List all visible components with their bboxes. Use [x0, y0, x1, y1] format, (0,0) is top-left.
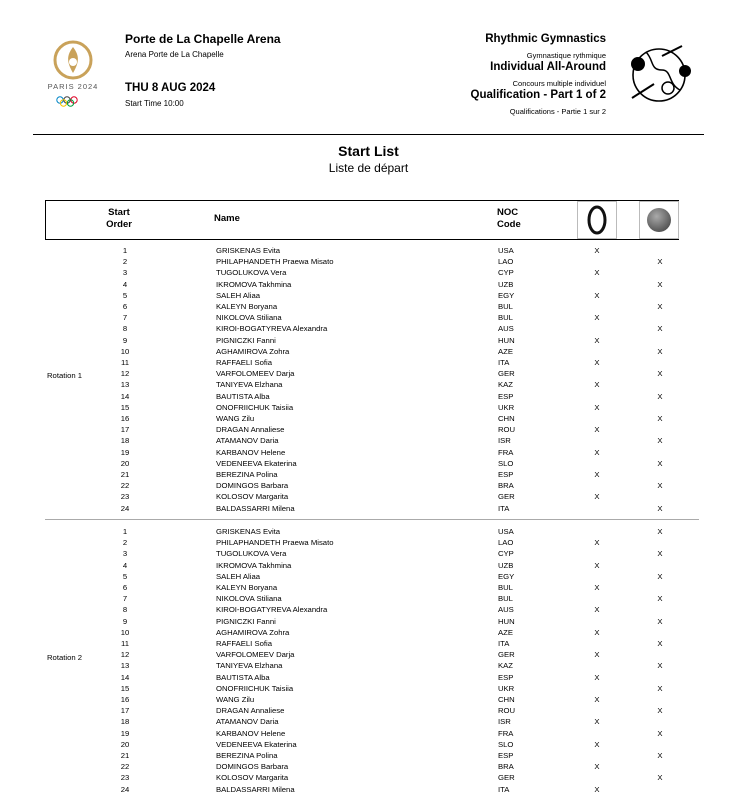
- cell-hoop: X: [594, 717, 600, 727]
- cell-name: BAUTISTA Alba: [216, 672, 270, 682]
- cell-noc: BUL: [498, 313, 513, 323]
- cell-name: NIKOLOVA Stiliana: [216, 594, 282, 604]
- table-row: [0, 649, 737, 660]
- cell-order: 4: [122, 560, 128, 570]
- cell-ball: X: [657, 503, 663, 513]
- cell-order: 13: [120, 380, 130, 390]
- cell-order: 12: [120, 650, 130, 660]
- cell-order: 22: [120, 762, 130, 772]
- cell-noc: GER: [498, 650, 515, 660]
- cell-noc: FRA: [498, 728, 514, 738]
- rotation-1-label: Rotation 1: [47, 371, 83, 380]
- event-name: Individual All-Around: [490, 61, 606, 73]
- table-row: [0, 503, 737, 514]
- cell-hoop: X: [594, 313, 600, 323]
- cell-name: BAUTISTA Alba: [216, 391, 270, 401]
- cell-hoop: X: [594, 650, 600, 660]
- table-row: [0, 750, 737, 761]
- cell-noc: ITA: [498, 358, 510, 367]
- cell-order: 21: [120, 470, 130, 479]
- cell-order: 18: [120, 436, 130, 446]
- cell-order: 16: [120, 695, 130, 704]
- table-row: [0, 683, 737, 694]
- cell-noc: GER: [498, 369, 515, 379]
- col-noc-code: [497, 207, 521, 231]
- cell-name: NIKOLOVA Stiliana: [216, 313, 282, 323]
- cell-name: AGHAMIROVA Zohra: [216, 346, 290, 356]
- table-row: [0, 491, 737, 502]
- cell-order: 14: [120, 672, 130, 682]
- cell-name: VARFOLOMEEV Darja: [216, 650, 295, 660]
- cell-name: BEREZINA Polina: [216, 751, 278, 760]
- cell-noc: UKR: [498, 683, 515, 693]
- cell-noc: UKR: [498, 402, 515, 412]
- cell-order: 18: [120, 717, 130, 727]
- cell-noc: USA: [498, 527, 514, 536]
- cell-noc: ROU: [498, 425, 516, 435]
- table-row: [0, 784, 737, 795]
- cell-hoop: X: [594, 672, 600, 682]
- table-row: [0, 413, 737, 424]
- cell-name: IKROMOVA Takhmina: [216, 560, 292, 570]
- cell-ball: X: [657, 279, 663, 289]
- cell-ball: X: [657, 369, 663, 379]
- cell-name: TANIYEVA Elzhana: [216, 661, 283, 671]
- cell-noc: LAO: [498, 538, 514, 548]
- cell-order: 1: [122, 246, 128, 255]
- start-time: Start Time 10:00: [125, 99, 184, 108]
- table-row: [0, 593, 737, 604]
- logo-text: PARIS 2024: [47, 82, 99, 91]
- cell-hoop: X: [594, 335, 600, 345]
- cell-name: DRAGAN Annaliese: [216, 425, 285, 435]
- table-row: [0, 301, 737, 312]
- cell-name: TANIYEVA Elzhana: [216, 380, 283, 390]
- rotation-2-label: Rotation 2: [47, 653, 83, 662]
- cell-order: 21: [120, 751, 130, 760]
- cell-name: BALDASSARRI Milena: [216, 784, 295, 794]
- cell-ball: X: [657, 639, 663, 648]
- cell-name: SALEH Aliaa: [216, 290, 261, 300]
- cell-order: 14: [120, 391, 130, 401]
- cell-order: 5: [122, 571, 128, 581]
- table-row: [0, 772, 737, 783]
- sport-name-fr: Gymnastique rythmique: [526, 51, 606, 60]
- cell-order: 20: [120, 739, 130, 749]
- phase-name: Qualification - Part 1 of 2: [470, 89, 606, 101]
- cell-noc: ESP: [498, 672, 514, 682]
- cell-noc: ISR: [498, 717, 511, 727]
- col-name: Name: [214, 213, 240, 224]
- table-row: [0, 323, 737, 334]
- table-row: [0, 526, 737, 537]
- cell-name: AGHAMIROVA Zohra: [216, 627, 290, 637]
- cell-name: KARBANOV Helene: [216, 447, 286, 457]
- cell-hoop: X: [594, 695, 600, 704]
- cell-name: PHILAPHANDETH Praewa Misato: [216, 538, 334, 548]
- cell-noc: AZE: [498, 346, 513, 356]
- cell-noc: UZB: [498, 560, 514, 570]
- cell-order: 20: [120, 458, 130, 468]
- cell-name: BALDASSARRI Milena: [216, 503, 295, 513]
- phase-name-fr: Qualifications - Partie 1 sur 2: [509, 107, 606, 116]
- cell-noc: SLO: [498, 739, 514, 749]
- cell-name: VEDENEEVA Ekaterina: [216, 458, 297, 468]
- table-row: [0, 346, 737, 357]
- cell-order: 23: [120, 773, 130, 783]
- paris-2024-logo: [40, 38, 106, 108]
- cell-name: SALEH Aliaa: [216, 571, 261, 581]
- cell-name: VARFOLOMEEV Darja: [216, 369, 295, 379]
- cell-order: 19: [120, 728, 130, 738]
- cell-noc: CHN: [498, 695, 515, 704]
- table-row: [0, 716, 737, 727]
- table-row: [0, 402, 737, 413]
- cell-noc: BRA: [498, 481, 514, 491]
- table-row: [0, 480, 737, 491]
- cell-ball: X: [657, 683, 663, 693]
- event-name-fr: Concours multiple individuel: [512, 79, 606, 88]
- cell-order: 11: [121, 639, 129, 648]
- table-row: [0, 582, 737, 593]
- cell-name: GRISKENAS Evita: [216, 246, 281, 255]
- cell-name: ONOFRIICHUK Taisiia: [216, 683, 294, 693]
- cell-name: DOMINGOS Barbara: [216, 762, 289, 772]
- cell-ball: X: [657, 571, 663, 581]
- cell-ball: X: [657, 728, 663, 738]
- olympic-flame-icon: [40, 38, 106, 108]
- cell-ball: X: [657, 773, 663, 783]
- col-code-label: Code: [497, 219, 521, 230]
- table-row: [0, 447, 737, 458]
- cell-name: RAFFAELI Sofia: [216, 358, 272, 367]
- rotation-separator: [45, 519, 699, 520]
- table-row: [0, 312, 737, 323]
- cell-ball: X: [657, 751, 663, 760]
- cell-noc: GER: [498, 773, 515, 783]
- cell-noc: USA: [498, 246, 514, 255]
- cell-hoop: X: [594, 492, 600, 502]
- cell-hoop: X: [594, 784, 600, 794]
- cell-noc: ESP: [498, 751, 514, 760]
- table-row: [0, 604, 737, 615]
- event-date: THU 8 AUG 2024: [125, 82, 216, 94]
- cell-name: PHILAPHANDETH Praewa Misato: [216, 257, 334, 267]
- cell-hoop: X: [594, 627, 600, 637]
- cell-name: KIROI-BOGATYREVA Alexandra: [216, 605, 328, 615]
- page-title: Start List: [338, 143, 399, 159]
- cell-name: KOLOSOV Margarita: [216, 492, 289, 502]
- table-row: [0, 267, 737, 278]
- cell-hoop: X: [594, 380, 600, 390]
- table-row: [0, 548, 737, 559]
- table-row: [0, 379, 737, 390]
- table-row: [0, 245, 737, 256]
- cell-ball: X: [657, 302, 663, 311]
- cell-order: 1: [122, 527, 128, 536]
- cell-noc: ROU: [498, 706, 516, 716]
- cell-noc: AUS: [498, 324, 514, 334]
- cell-hoop: X: [594, 290, 600, 300]
- cell-order: 19: [120, 447, 130, 457]
- cell-order: 15: [120, 402, 130, 412]
- cell-ball: X: [657, 436, 663, 446]
- cell-noc: ITA: [498, 639, 510, 648]
- cell-noc: KAZ: [498, 380, 513, 390]
- cell-noc: GER: [498, 492, 515, 502]
- table-row: [0, 391, 737, 402]
- cell-order: 5: [122, 290, 128, 300]
- cell-noc: FRA: [498, 447, 514, 457]
- table-row: [0, 616, 737, 627]
- cell-name: VEDENEEVA Ekaterina: [216, 739, 297, 749]
- cell-order: 22: [120, 481, 130, 491]
- cell-ball: X: [657, 324, 663, 334]
- table-row: [0, 335, 737, 346]
- cell-order: 12: [120, 369, 130, 379]
- table-row: [0, 256, 737, 267]
- table-row: [0, 571, 737, 582]
- cell-order: 3: [122, 549, 128, 559]
- col-order-label: Order: [106, 219, 132, 230]
- hoop-icon: [578, 202, 616, 238]
- table-row: [0, 638, 737, 649]
- cell-ball: X: [657, 481, 663, 491]
- cell-noc: LAO: [498, 257, 514, 267]
- cell-order: 24: [120, 784, 130, 794]
- cell-name: WANG Zilu: [216, 414, 255, 423]
- col-start-order: [100, 207, 138, 231]
- cell-noc: KAZ: [498, 661, 513, 671]
- table-row: [0, 537, 737, 548]
- cell-noc: ESP: [498, 470, 514, 479]
- table-row: [0, 660, 737, 671]
- cell-name: KARBANOV Helene: [216, 728, 286, 738]
- cell-order: 16: [120, 414, 130, 423]
- cell-order: 13: [120, 661, 130, 671]
- cell-order: 17: [120, 425, 130, 435]
- cell-order: 2: [122, 538, 128, 548]
- rhythmic-gymnastics-pictogram: [624, 40, 694, 110]
- cell-order: 9: [122, 335, 128, 345]
- cell-hoop: X: [594, 425, 600, 435]
- rhythmic-gymnastics-icon: [624, 40, 694, 110]
- cell-order: 9: [122, 616, 128, 626]
- ball-icon: [640, 202, 678, 238]
- cell-noc: CYP: [498, 268, 514, 278]
- table-row: [0, 290, 737, 301]
- cell-hoop: X: [594, 402, 600, 412]
- table-row: [0, 458, 737, 469]
- cell-noc: SLO: [498, 458, 514, 468]
- cell-name: ONOFRIICHUK Taisiia: [216, 402, 294, 412]
- table-row: [0, 627, 737, 638]
- cell-name: PIGNICZKI Fanni: [216, 616, 276, 626]
- table-row: [0, 279, 737, 290]
- cell-hoop: X: [594, 358, 600, 367]
- page-subtitle: Liste de départ: [328, 161, 409, 175]
- cell-noc: ITA: [498, 784, 510, 794]
- cell-name: ATAMANOV Daria: [216, 717, 279, 727]
- cell-order: 24: [120, 503, 130, 513]
- cell-order: 10: [120, 627, 130, 637]
- cell-order: 2: [122, 257, 128, 267]
- cell-name: TUGOLUKOVA Vera: [216, 268, 287, 278]
- cell-ball: X: [657, 661, 663, 671]
- cell-name: KIROI-BOGATYREVA Alexandra: [216, 324, 328, 334]
- cell-order: 7: [122, 594, 128, 604]
- cell-hoop: X: [594, 268, 600, 278]
- venue-name: Porte de La Chapelle Arena: [125, 32, 281, 46]
- cell-ball: X: [657, 549, 663, 559]
- table-row: [0, 761, 737, 772]
- cell-ball: X: [657, 458, 663, 468]
- cell-name: TUGOLUKOVA Vera: [216, 549, 287, 559]
- cell-ball: X: [657, 391, 663, 401]
- cell-order: 8: [122, 605, 128, 615]
- cell-ball: X: [657, 527, 663, 536]
- cell-hoop: X: [594, 605, 600, 615]
- venue-subtitle: Arena Porte de La Chapelle: [125, 50, 224, 59]
- cell-ball: X: [657, 346, 663, 356]
- cell-noc: BUL: [498, 583, 513, 592]
- cell-order: 4: [122, 279, 128, 289]
- cell-noc: AZE: [498, 627, 513, 637]
- cell-order: 6: [122, 583, 128, 592]
- cell-hoop: X: [594, 538, 600, 548]
- cell-order: 8: [122, 324, 128, 334]
- table-row: [0, 368, 737, 379]
- cell-name: KALEYN Boryana: [216, 302, 278, 311]
- ball-apparatus-header: [639, 201, 679, 239]
- table-row: [0, 424, 737, 435]
- cell-noc: EGY: [498, 290, 515, 300]
- cell-hoop: X: [594, 560, 600, 570]
- cell-ball: X: [657, 414, 663, 423]
- sport-name: Rhythmic Gymnastics: [485, 33, 606, 45]
- cell-name: DRAGAN Annaliese: [216, 706, 285, 716]
- table-row: [0, 672, 737, 683]
- cell-name: GRISKENAS Evita: [216, 527, 281, 536]
- cell-name: KALEYN Boryana: [216, 583, 278, 592]
- cell-ball: X: [657, 616, 663, 626]
- cell-noc: AUS: [498, 605, 514, 615]
- cell-name: ATAMANOV Daria: [216, 436, 279, 446]
- cell-name: BEREZINA Polina: [216, 470, 278, 479]
- cell-name: KOLOSOV Margarita: [216, 773, 289, 783]
- table-row: [0, 469, 737, 480]
- hoop-apparatus-header: [577, 201, 617, 239]
- col-noc-label: NOC: [497, 207, 519, 218]
- cell-order: 7: [122, 313, 128, 323]
- table-row: [0, 435, 737, 446]
- cell-noc: ISR: [498, 436, 511, 446]
- cell-order: 3: [122, 268, 128, 278]
- cell-noc: CHN: [498, 414, 515, 423]
- cell-hoop: X: [594, 246, 600, 255]
- table-row: [0, 739, 737, 750]
- cell-order: 10: [120, 346, 130, 356]
- cell-hoop: X: [594, 447, 600, 457]
- cell-order: 15: [120, 683, 130, 693]
- header-divider: [33, 134, 704, 135]
- cell-noc: HUN: [498, 616, 515, 626]
- cell-noc: EGY: [498, 571, 515, 581]
- col-start-label: Start: [108, 207, 130, 218]
- cell-noc: ESP: [498, 391, 514, 401]
- table-row: [0, 705, 737, 716]
- cell-order: 11: [121, 358, 129, 367]
- cell-ball: X: [657, 257, 663, 267]
- cell-name: PIGNICZKI Fanni: [216, 335, 276, 345]
- cell-noc: CYP: [498, 549, 514, 559]
- cell-name: DOMINGOS Barbara: [216, 481, 289, 491]
- cell-name: IKROMOVA Takhmina: [216, 279, 292, 289]
- cell-noc: UZB: [498, 279, 514, 289]
- cell-hoop: X: [594, 583, 600, 592]
- cell-order: 6: [122, 302, 128, 311]
- table-row: [0, 694, 737, 705]
- cell-ball: X: [657, 594, 663, 604]
- cell-noc: BRA: [498, 762, 514, 772]
- cell-order: 17: [120, 706, 130, 716]
- cell-noc: HUN: [498, 335, 515, 345]
- cell-hoop: X: [594, 739, 600, 749]
- table-row: [0, 357, 737, 368]
- cell-hoop: X: [594, 470, 600, 479]
- cell-noc: BUL: [498, 594, 513, 604]
- cell-name: RAFFAELI Sofia: [216, 639, 272, 648]
- cell-ball: X: [657, 706, 663, 716]
- table-row: [0, 560, 737, 571]
- cell-noc: ITA: [498, 503, 510, 513]
- table-row: [0, 728, 737, 739]
- cell-name: WANG Zilu: [216, 695, 255, 704]
- cell-hoop: X: [594, 762, 600, 772]
- cell-noc: BUL: [498, 302, 513, 311]
- cell-order: 23: [120, 492, 130, 502]
